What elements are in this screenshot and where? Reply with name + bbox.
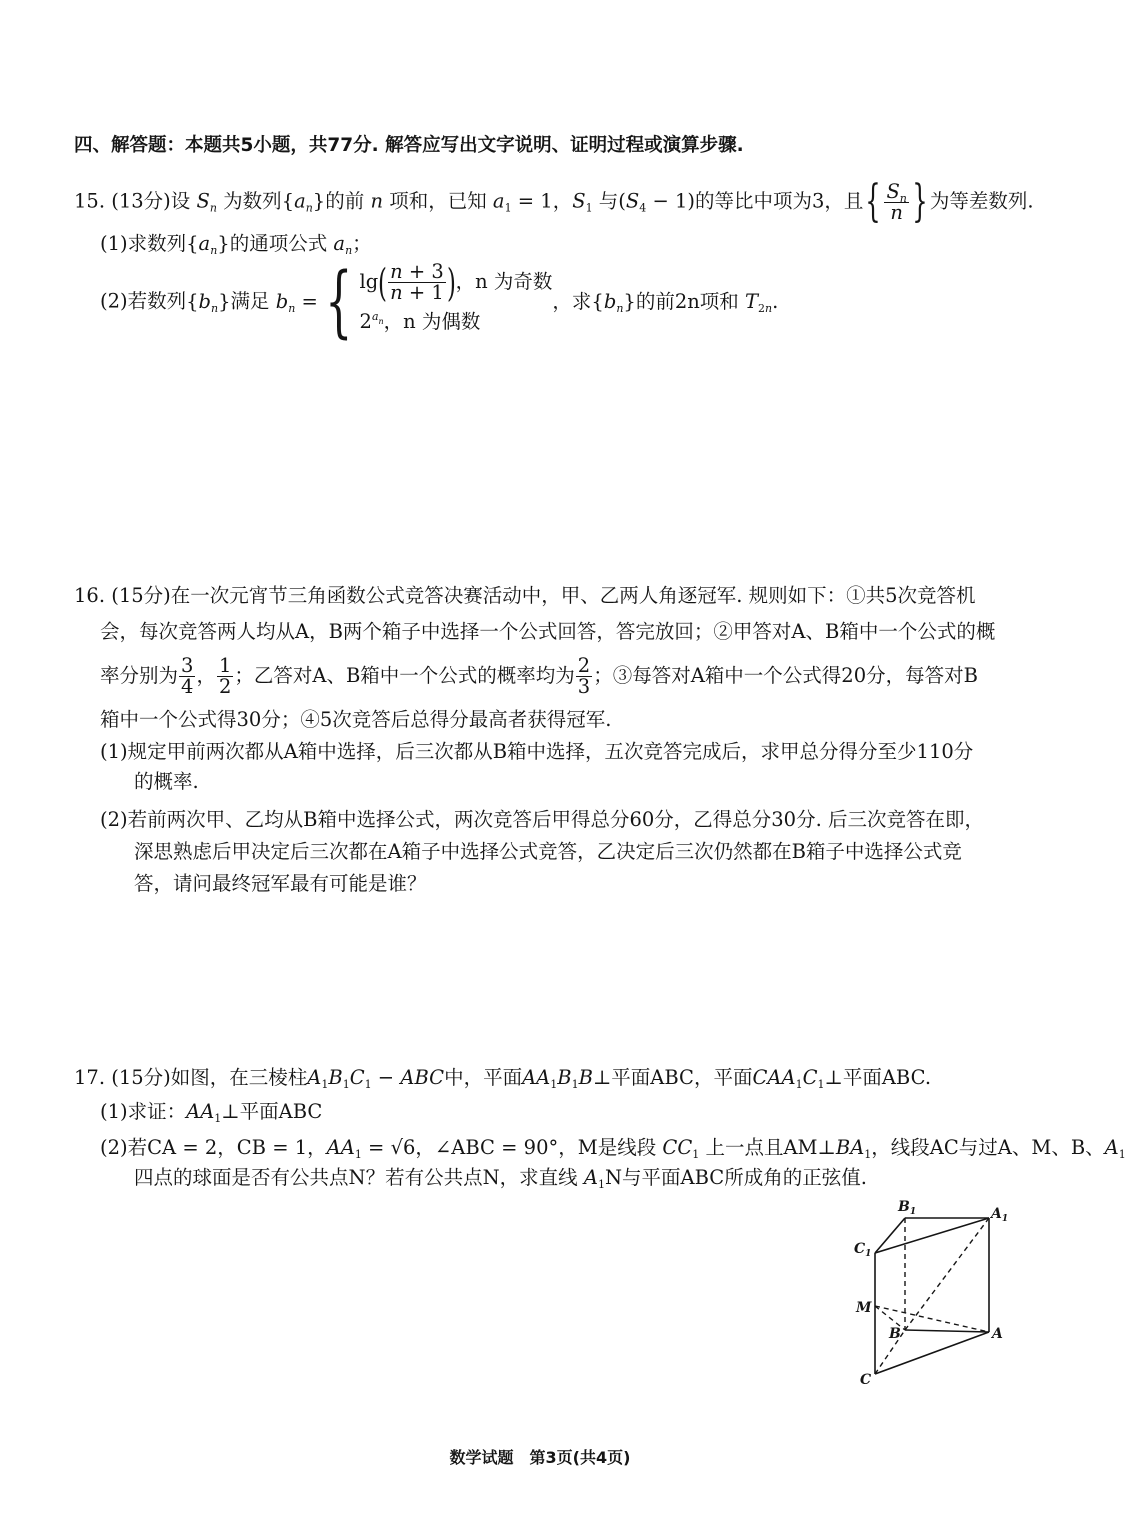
- q15-text-g: 为等差数列.: [929, 189, 1034, 213]
- q15-part1-text-b: 的通项公式: [229, 232, 328, 255]
- q15-number: 15.: [74, 189, 106, 213]
- page-footer: 数学试题 第3页(共4页): [449, 1448, 631, 1467]
- label-b: B: [889, 1326, 901, 1342]
- q16-line1: 16. (15分)在一次元宵节三角函数公式竞答决赛活动中，甲、乙两人角逐冠军. 规则如下：①共5次竞答机: [74, 584, 976, 607]
- label-c: C: [860, 1372, 872, 1388]
- q16-line3-text-a: 率分别为: [100, 664, 179, 687]
- q16-part1-line1: (1)规定甲前两次都从A箱中选择，后三次都从B箱中选择，五次竞答完成后，求甲总分得分至少110分: [100, 740, 974, 763]
- q16-line2: 会，每次竞答两人均从A，B两个箱子中选择一个公式回答，答完放回；②甲答对A、B箱中一个公式的概: [100, 620, 996, 643]
- q15-part2-text-d: 的前2n项和: [635, 289, 739, 313]
- edge-c1-a1: [875, 1218, 989, 1253]
- q15-text-a: 设: [170, 189, 191, 213]
- q15-text-b: 为数列: [223, 189, 282, 213]
- q15-stem: 15. (13分)设 $S_n$ 为数列$\{a_n\}$的前 n 项和，已知 $a_1 = 1$，$S_1$ 与$(S_4 - 1)$的等比中项为3，且{ $\frac{S_n}{n}$ } 为等差数列.: [74, 176, 1034, 227]
- q17-part2-line2: 四点的球面是否有公共点N？若有公共点N，求直线 $A_1N$与平面ABC所成角的正弦值.: [134, 1166, 867, 1191]
- q17-stem: 17. (15分)如图，在三棱柱$A_1B_1C_1$ − ABC中，平面$AA_1B_1B\perp$平面ABC，平面$CAA_1C_1\perp$平面ABC.: [74, 1066, 932, 1091]
- q17-part1: (1)求证：$AA_1\perp$平面ABC: [100, 1100, 323, 1125]
- label-c1: $C_1$: [854, 1241, 872, 1259]
- q15-part1-text-a: (1)求数列: [100, 232, 187, 255]
- q15-points: (13分): [111, 189, 171, 213]
- label-a: A: [992, 1326, 1003, 1342]
- q17-part1-text-b: ⊥平面ABC: [221, 1100, 323, 1123]
- prism-figure: [848, 1198, 1008, 1388]
- q15-part2-text-a: (2)若数列: [100, 289, 187, 313]
- edge-b-a1: [905, 1218, 989, 1330]
- q15-text-f: 的等比中项为3，且: [695, 189, 864, 213]
- q17-part2-line2-text-b: N与平面ABC所成角的正弦值.: [604, 1166, 867, 1189]
- q16-part2-line3: 答，请问最终冠军最有可能是谁？: [134, 872, 427, 895]
- q15-part1-text-c: ；: [352, 232, 372, 255]
- q15-case-odd: ，n 为奇数: [455, 270, 553, 293]
- edge-b-a: [905, 1330, 989, 1332]
- q17-part1-text-a: (1)求证：: [100, 1100, 187, 1123]
- label-a1: $A_1$: [991, 1206, 1009, 1224]
- q17-text-d: ⊥平面ABC.: [824, 1066, 932, 1089]
- q15-part2-text-b: 满足: [230, 289, 270, 313]
- q16-part2-line2: 深思熟虑后甲决定后三次都在A箱子中选择公式竞答，乙决定后三次仍然都在B箱子中选择公式竞: [134, 840, 962, 863]
- q15-text-e: 与: [598, 189, 619, 213]
- q17-part2-text-c: 上一点且AM⊥: [705, 1136, 836, 1159]
- q15-part1: (1)求数列$\{a_n\}$的通项公式 $a_n$；: [100, 232, 372, 257]
- label-m: M: [856, 1300, 872, 1316]
- q17-part2-text-d: ，线段AC与过A、M、B、: [871, 1136, 1105, 1159]
- q17-part2-line1: (2)若CA = 2，CB = 1，$AA_1 = √6$，∠ABC = 90°，M是线段 $CC_1$ 上一点且$AM\perp BA_1$，线段AC与过A、M、B、$A_1$: [100, 1136, 1126, 1161]
- q16-part1-line2: 的概率.: [134, 770, 199, 793]
- q17-part2-line2-text-a: 四点的球面是否有公共点N？若有公共点N，求直线: [134, 1166, 578, 1189]
- q15-part2-text-c: ，求: [552, 289, 592, 313]
- q15-case-even: ，n 为偶数: [383, 310, 481, 333]
- q17-part2-text-b: = √6，∠ABC = 90°，M是线段: [368, 1136, 657, 1159]
- q16-line3-text-c: ；③每答对A箱中一个公式得20分，每答对B: [593, 664, 978, 687]
- q15-part2: (2)若数列$\{b_n\}$满足 $b_n$ ={ lg( $\frac{n + 3}{n + 1}$ )，n 为奇数 $2^{a_n}$，n 为偶数 ，求$\{b_n\}$的前2n项和 $T_{2n}$.: [100, 256, 779, 347]
- q16-line4: 箱中一个公式得30分；④5次竞答后总得分最高者获得冠军.: [100, 708, 612, 731]
- q17-part2-text-a: (2)若CA = 2，CB = 1，: [100, 1136, 327, 1159]
- q16-part2-line1: (2)若前两次甲、乙均从B箱中选择公式，两次竞答后甲得总分60分，乙得总分30分. 后三次竞答在即，: [100, 808, 984, 831]
- q16-line3-text-b: ；乙答对A、B箱中一个公式的概率均为: [234, 664, 575, 687]
- section-header: 四、解答题：本题共5小题，共77分. 解答应写出文字说明、证明过程或演算步骤.: [74, 135, 744, 156]
- label-b1: $B_1$: [898, 1199, 917, 1217]
- q17-text-a: 17. (15分)如图，在三棱柱: [74, 1066, 308, 1089]
- q17-text-c: ⊥平面ABC，平面: [592, 1066, 753, 1089]
- q15-text-c: 的前: [325, 189, 365, 213]
- q15-text-d: 项和，已知: [389, 189, 487, 213]
- q16-line3: 率分别为 $\frac{3}{4}$ ， $\frac{1}{2}$ ；乙答对A、B箱中一个公式的概率均为 $\frac{2}{3}$ ；③每答对A箱中一个公式得20分，每答对B: [100, 654, 978, 698]
- q17-text-b: 中，平面: [444, 1066, 523, 1089]
